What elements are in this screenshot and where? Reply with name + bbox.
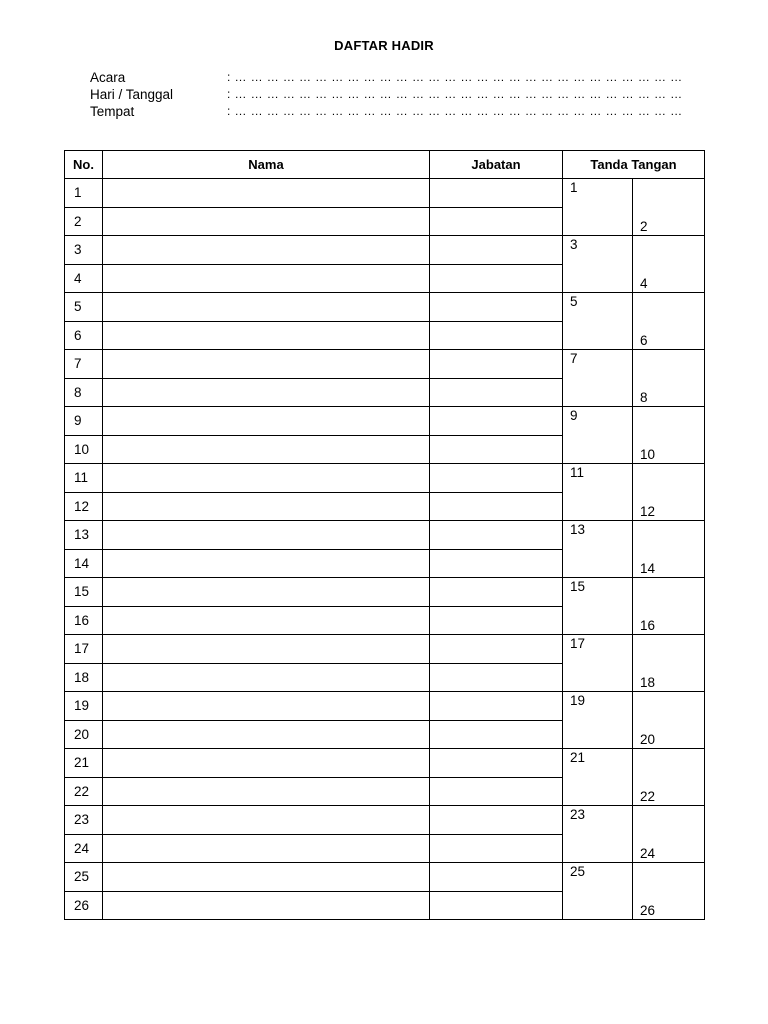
- signature-cell-right[interactable]: [633, 863, 705, 920]
- nama-cell[interactable]: [103, 635, 430, 664]
- row-number: 20: [65, 720, 103, 749]
- date-field[interactable]: : … … … … … … … … … … … … … … … … … … … … … … … … … … … …: [227, 87, 683, 101]
- row-number: 16: [65, 606, 103, 635]
- jabatan-cell[interactable]: [430, 606, 563, 635]
- signature-number: 23: [570, 807, 586, 822]
- jabatan-cell[interactable]: [430, 521, 563, 550]
- table-row: [65, 749, 705, 778]
- jabatan-cell[interactable]: [430, 350, 563, 379]
- row-number: 22: [65, 777, 103, 806]
- jabatan-cell[interactable]: [430, 207, 563, 236]
- jabatan-cell[interactable]: [430, 378, 563, 407]
- jabatan-cell[interactable]: [430, 435, 563, 464]
- signature-cell-right[interactable]: [633, 350, 705, 407]
- signature-cell-left[interactable]: [563, 578, 633, 635]
- row-number: 21: [65, 749, 103, 778]
- row-number: 19: [65, 692, 103, 721]
- signature-cell-right[interactable]: [633, 236, 705, 293]
- event-field[interactable]: : … … … … … … … … … … … … … … … … … … … … … … … … … … … …: [227, 70, 683, 84]
- header-tanda-tangan: Tanda Tangan: [563, 151, 705, 179]
- jabatan-cell[interactable]: [430, 720, 563, 749]
- jabatan-cell[interactable]: [430, 321, 563, 350]
- signature-cell-left[interactable]: [563, 464, 633, 521]
- signature-cell-right[interactable]: [633, 464, 705, 521]
- signature-number: 15: [570, 579, 586, 594]
- jabatan-cell[interactable]: [430, 578, 563, 607]
- attendance-table: [64, 150, 705, 920]
- nama-cell[interactable]: [103, 863, 430, 892]
- header-jabatan: Jabatan: [430, 151, 563, 179]
- nama-cell[interactable]: [103, 578, 430, 607]
- signature-number: 25: [570, 864, 586, 879]
- nama-cell[interactable]: [103, 293, 430, 322]
- signature-number: 20: [640, 732, 656, 747]
- place-label: Tempat: [90, 104, 135, 119]
- nama-cell[interactable]: [103, 378, 430, 407]
- row-number: 15: [65, 578, 103, 607]
- row-number: 13: [65, 521, 103, 550]
- signature-cell-left[interactable]: [563, 635, 633, 692]
- nama-cell[interactable]: [103, 720, 430, 749]
- table-row: [65, 806, 705, 835]
- signature-cell-right[interactable]: [633, 806, 705, 863]
- nama-cell[interactable]: [103, 834, 430, 863]
- nama-cell[interactable]: [103, 692, 430, 721]
- signature-number: 14: [640, 561, 656, 576]
- row-number: 12: [65, 492, 103, 521]
- signature-cell-left[interactable]: [563, 179, 633, 236]
- table-header-row: [65, 151, 705, 179]
- signature-cell-left[interactable]: [563, 236, 633, 293]
- signature-cell-left[interactable]: [563, 293, 633, 350]
- signature-number: 21: [570, 750, 586, 765]
- event-label: Acara: [90, 70, 126, 85]
- signature-cell-left[interactable]: [563, 749, 633, 806]
- row-number: 4: [65, 264, 103, 293]
- signature-cell-right[interactable]: [633, 293, 705, 350]
- signature-number: 5: [570, 294, 578, 309]
- row-number: 6: [65, 321, 103, 350]
- signature-number: 3: [570, 237, 578, 252]
- nama-cell[interactable]: [103, 521, 430, 550]
- nama-cell[interactable]: [103, 806, 430, 835]
- signature-number: 26: [640, 903, 656, 918]
- jabatan-cell[interactable]: [430, 236, 563, 265]
- jabatan-cell[interactable]: [430, 179, 563, 208]
- nama-cell[interactable]: [103, 777, 430, 806]
- signature-number: 12: [640, 504, 656, 519]
- jabatan-cell[interactable]: [430, 264, 563, 293]
- signature-number: 22: [640, 789, 656, 804]
- signature-cell-left[interactable]: [563, 806, 633, 863]
- nama-cell[interactable]: [103, 264, 430, 293]
- nama-cell[interactable]: [103, 236, 430, 265]
- signature-number: 6: [640, 333, 648, 348]
- signature-number: 4: [640, 276, 648, 291]
- nama-cell[interactable]: [103, 492, 430, 521]
- signature-cell-right[interactable]: [633, 179, 705, 236]
- table-row: [65, 635, 705, 664]
- header-nama: Nama: [103, 151, 430, 179]
- table-row: [65, 464, 705, 493]
- signature-cell-right[interactable]: [633, 635, 705, 692]
- signature-number: 7: [570, 351, 578, 366]
- signature-number: 17: [570, 636, 586, 651]
- row-number: 7: [65, 350, 103, 379]
- jabatan-cell[interactable]: [430, 863, 563, 892]
- jabatan-cell[interactable]: [430, 464, 563, 493]
- signature-cell-left[interactable]: [563, 692, 633, 749]
- table-body: [65, 179, 705, 920]
- date-label: Hari / Tanggal: [90, 87, 174, 102]
- nama-cell[interactable]: [103, 891, 430, 920]
- jabatan-cell[interactable]: [430, 806, 563, 835]
- nama-cell[interactable]: [103, 321, 430, 350]
- nama-cell[interactable]: [103, 549, 430, 578]
- signature-number: 18: [640, 675, 656, 690]
- signature-cell-right[interactable]: [633, 578, 705, 635]
- nama-cell[interactable]: [103, 464, 430, 493]
- signature-cell-left[interactable]: [563, 350, 633, 407]
- row-number: 5: [65, 293, 103, 322]
- signature-cell-right[interactable]: [633, 749, 705, 806]
- nama-cell[interactable]: [103, 407, 430, 436]
- nama-cell[interactable]: [103, 179, 430, 208]
- row-number: 9: [65, 407, 103, 436]
- signature-cell-left[interactable]: [563, 521, 633, 578]
- jabatan-cell[interactable]: [430, 492, 563, 521]
- table-row: [65, 236, 705, 265]
- row-number: 3: [65, 236, 103, 265]
- header-no: No.: [65, 151, 103, 179]
- row-number: 25: [65, 863, 103, 892]
- row-number: 8: [65, 378, 103, 407]
- signature-number: 9: [570, 408, 578, 423]
- signature-number: 13: [570, 522, 586, 537]
- signature-number: 19: [570, 693, 586, 708]
- nama-cell[interactable]: [103, 350, 430, 379]
- row-number: 1: [65, 179, 103, 208]
- signature-cell-left[interactable]: [563, 407, 633, 464]
- signature-number: 8: [640, 390, 648, 405]
- signature-number: 16: [640, 618, 656, 633]
- nama-cell[interactable]: [103, 207, 430, 236]
- signature-number: 11: [570, 465, 585, 480]
- table-row: [65, 407, 705, 436]
- jabatan-cell[interactable]: [430, 891, 563, 920]
- row-number: 17: [65, 635, 103, 664]
- signature-cell-right[interactable]: [633, 692, 705, 749]
- table-row: [65, 521, 705, 550]
- table-row: [65, 350, 705, 379]
- jabatan-cell[interactable]: [430, 407, 563, 436]
- signature-cell-right[interactable]: [633, 521, 705, 578]
- row-number: 23: [65, 806, 103, 835]
- nama-cell[interactable]: [103, 663, 430, 692]
- table-row: [65, 578, 705, 607]
- jabatan-cell[interactable]: [430, 749, 563, 778]
- signature-number: 10: [640, 447, 656, 462]
- table-row: [65, 179, 705, 208]
- signature-cell-left[interactable]: [563, 863, 633, 920]
- table-row: [65, 692, 705, 721]
- jabatan-cell[interactable]: [430, 692, 563, 721]
- row-number: 14: [65, 549, 103, 578]
- row-number: 24: [65, 834, 103, 863]
- signature-cell-right[interactable]: [633, 407, 705, 464]
- jabatan-cell[interactable]: [430, 635, 563, 664]
- jabatan-cell[interactable]: [430, 293, 563, 322]
- place-field[interactable]: : … … … … … … … … … … … … … … … … … … … … … … … … … … … …: [227, 104, 683, 118]
- signature-number: 24: [640, 846, 656, 861]
- row-number: 11: [65, 464, 103, 493]
- nama-cell[interactable]: [103, 749, 430, 778]
- page-title: DAFTAR HADIR: [334, 38, 434, 53]
- jabatan-cell[interactable]: [430, 777, 563, 806]
- nama-cell[interactable]: [103, 435, 430, 464]
- row-number: 26: [65, 891, 103, 920]
- jabatan-cell[interactable]: [430, 834, 563, 863]
- jabatan-cell[interactable]: [430, 549, 563, 578]
- row-number: 10: [65, 435, 103, 464]
- row-number: 18: [65, 663, 103, 692]
- signature-number: 2: [640, 219, 648, 234]
- row-number: 2: [65, 207, 103, 236]
- table-row: [65, 293, 705, 322]
- signature-number: 1: [570, 180, 578, 195]
- table-row: [65, 863, 705, 892]
- nama-cell[interactable]: [103, 606, 430, 635]
- jabatan-cell[interactable]: [430, 663, 563, 692]
